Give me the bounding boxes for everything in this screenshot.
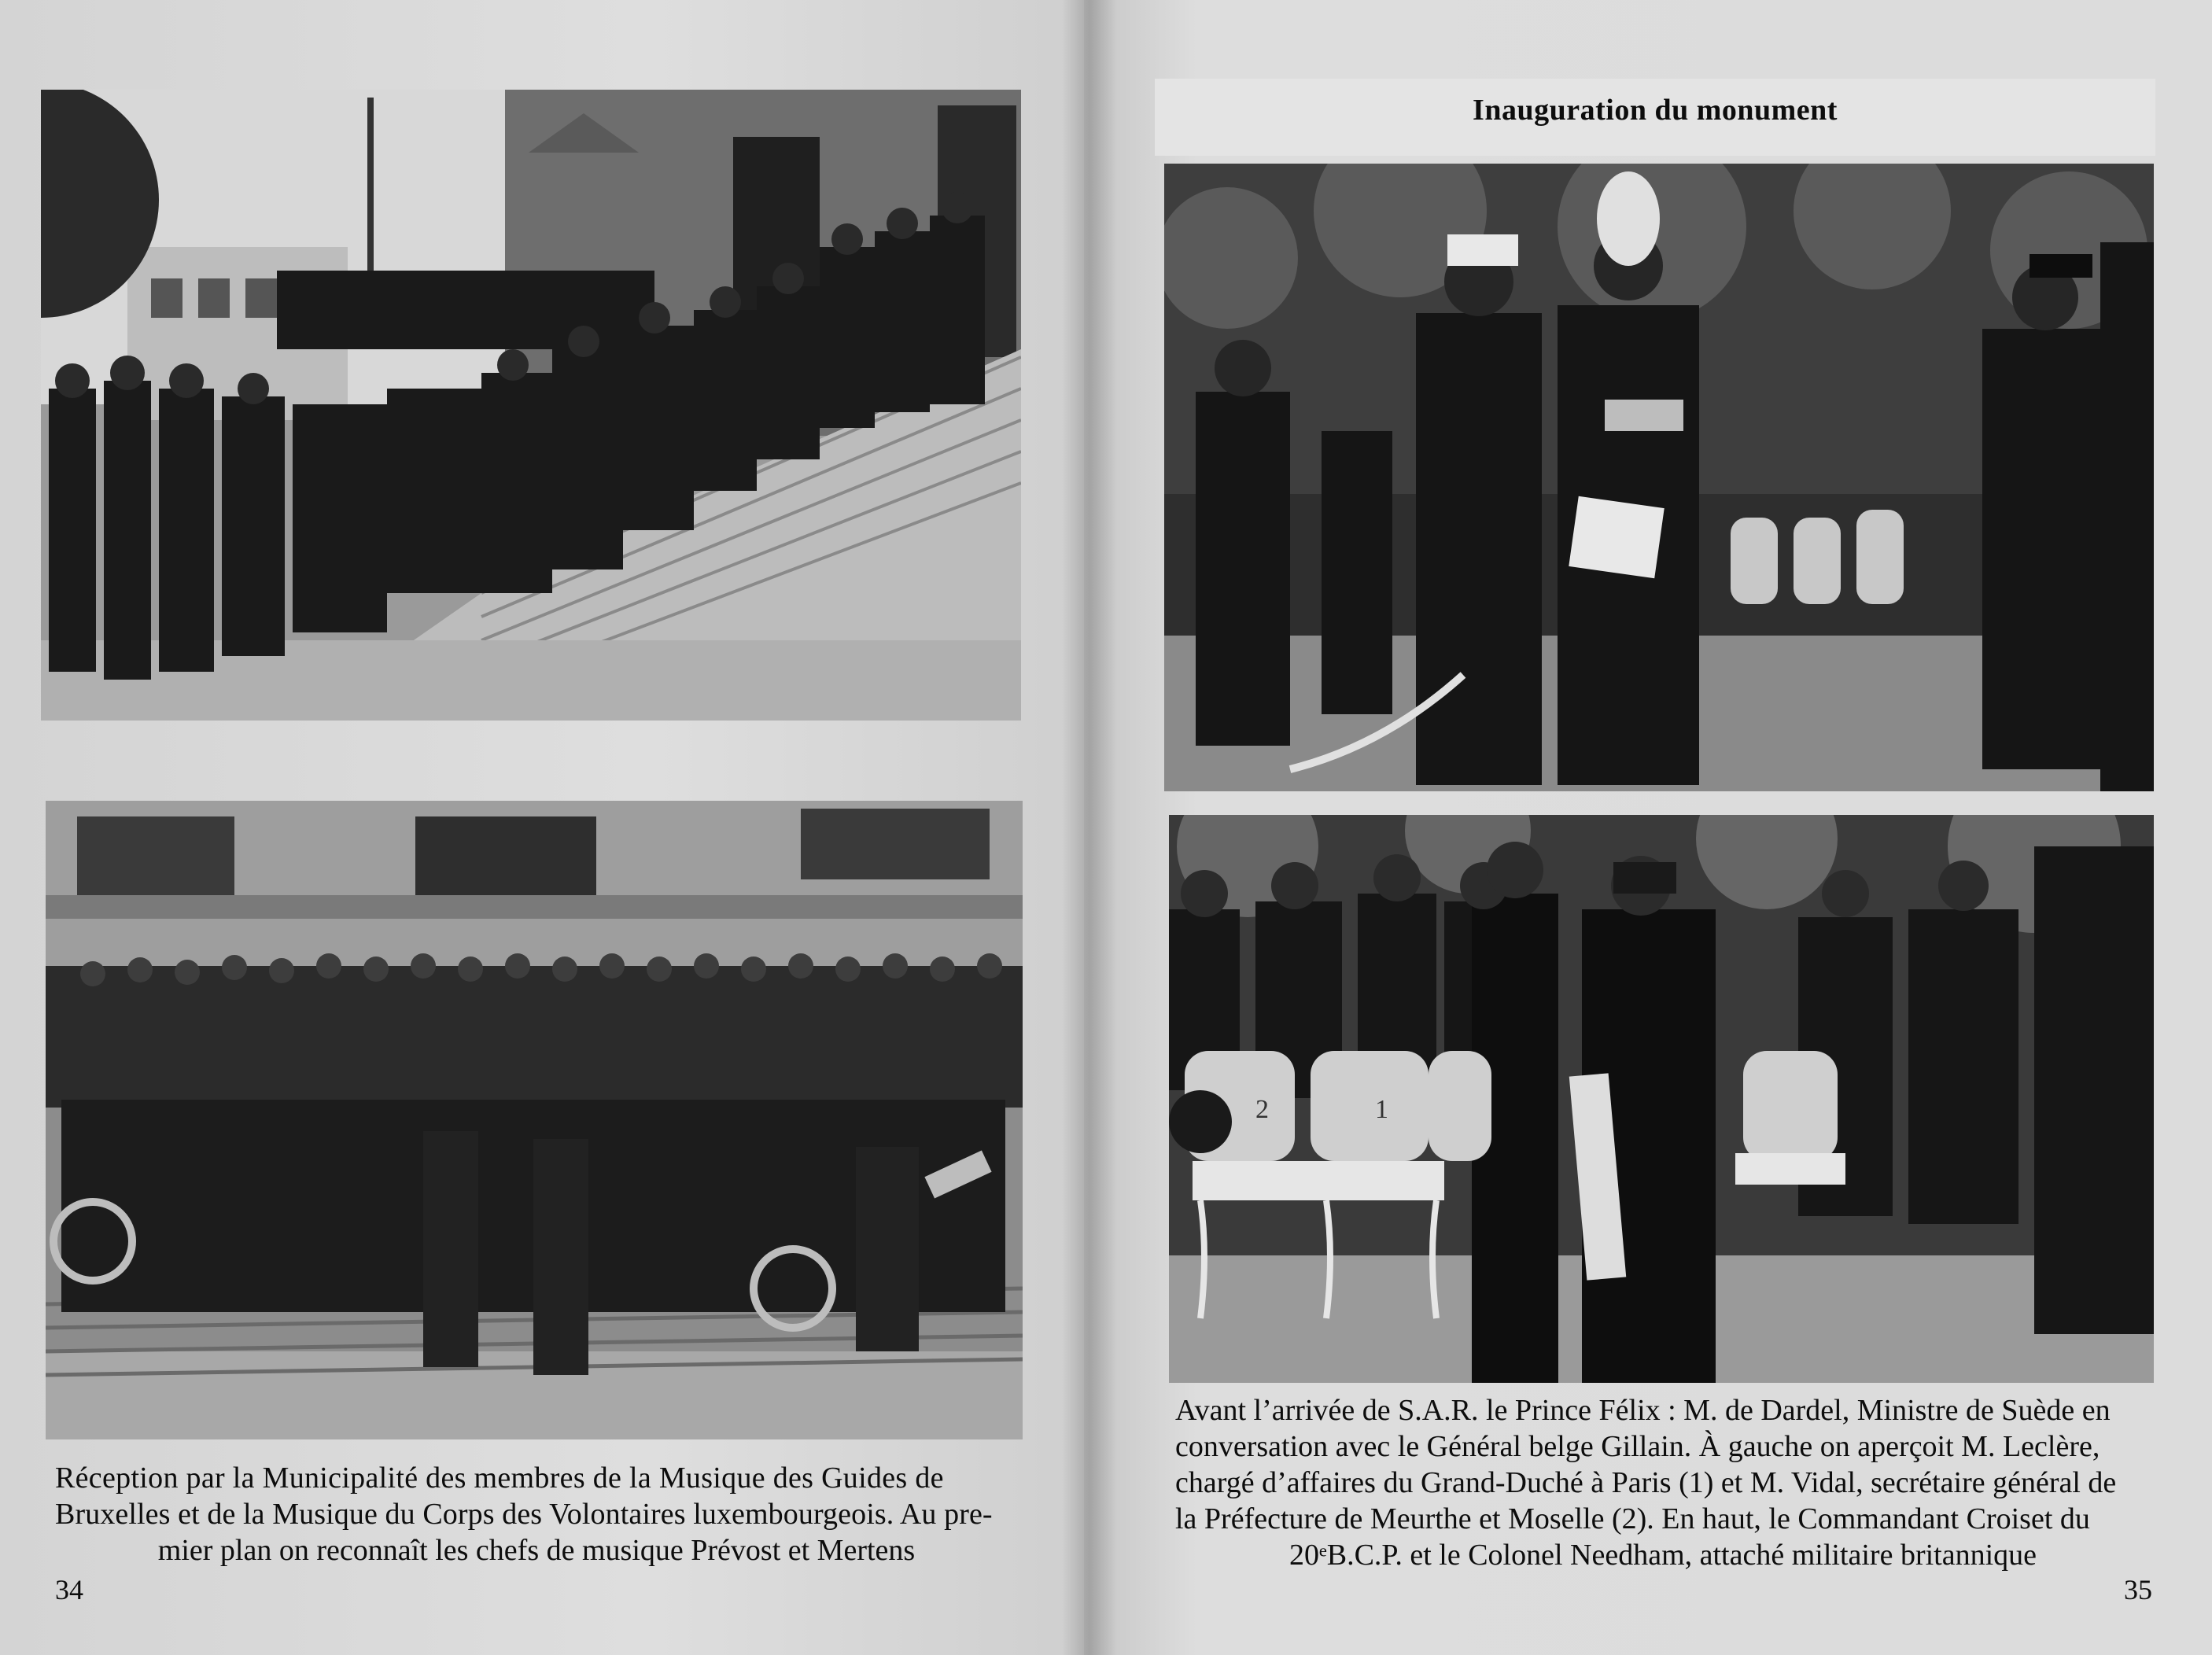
page-heading: Inauguration du monument: [1473, 94, 1838, 127]
left-caption-line-1: Réception par la Municipalité des membres de la Musique des Guides de: [55, 1461, 944, 1495]
right-caption-line-4: la Préfecture de Meurthe et Moselle (2). En haut, le Commandant Croiset du: [1175, 1502, 2090, 1535]
left-caption-line-3: mier plan on reconnaît les chefs de musique Prévost et Mertens: [157, 1534, 916, 1567]
photo-officers-conversing: [1164, 164, 2154, 791]
photo-dignitaries-chairs-image: [1169, 815, 2154, 1383]
left-page-number: 34: [55, 1574, 83, 1605]
right-caption-line-2: conversation avec le Général belge Gillain. À gauche on aperçoit M. Leclère,: [1175, 1430, 2100, 1463]
photo-band-on-steps-image: [46, 801, 1023, 1439]
right-caption-line-5: 20ᵉB.C.P. et le Colonel Needham, attaché militaire britannique: [1289, 1539, 2037, 1572]
photo-soldiers-on-steps-image: [41, 90, 1021, 721]
right-page-number: 35: [2124, 1574, 2152, 1605]
right-caption: [1175, 1392, 2151, 1573]
photo-officers-conversing-image: [1164, 164, 2154, 791]
left-caption-line-2: Bruxelles et de la Musique du Corps des Volontaires luxembourgeois. Au pre-: [55, 1498, 993, 1531]
photo-band-on-steps: [46, 801, 1023, 1439]
photo-soldiers-on-steps: [41, 90, 1021, 721]
left-caption: [55, 1460, 1018, 1568]
left-page: [0, 0, 1084, 1655]
right-page: [1084, 0, 2212, 1655]
photo-dignitaries-chairs: [1169, 815, 2154, 1383]
right-caption-line-3: chargé d’affaires du Grand-Duché à Paris (1) et M. Vidal, secrétaire général de: [1175, 1466, 2117, 1499]
right-caption-line-1: Avant l’arrivée de S.A.R. le Prince Félix : M. de Dardel, Ministre de Suède en: [1175, 1394, 2111, 1427]
book-gutter: [1062, 0, 1117, 1655]
chair-label-1: 1: [1375, 1095, 1388, 1124]
chair-label-2: 2: [1255, 1095, 1269, 1124]
